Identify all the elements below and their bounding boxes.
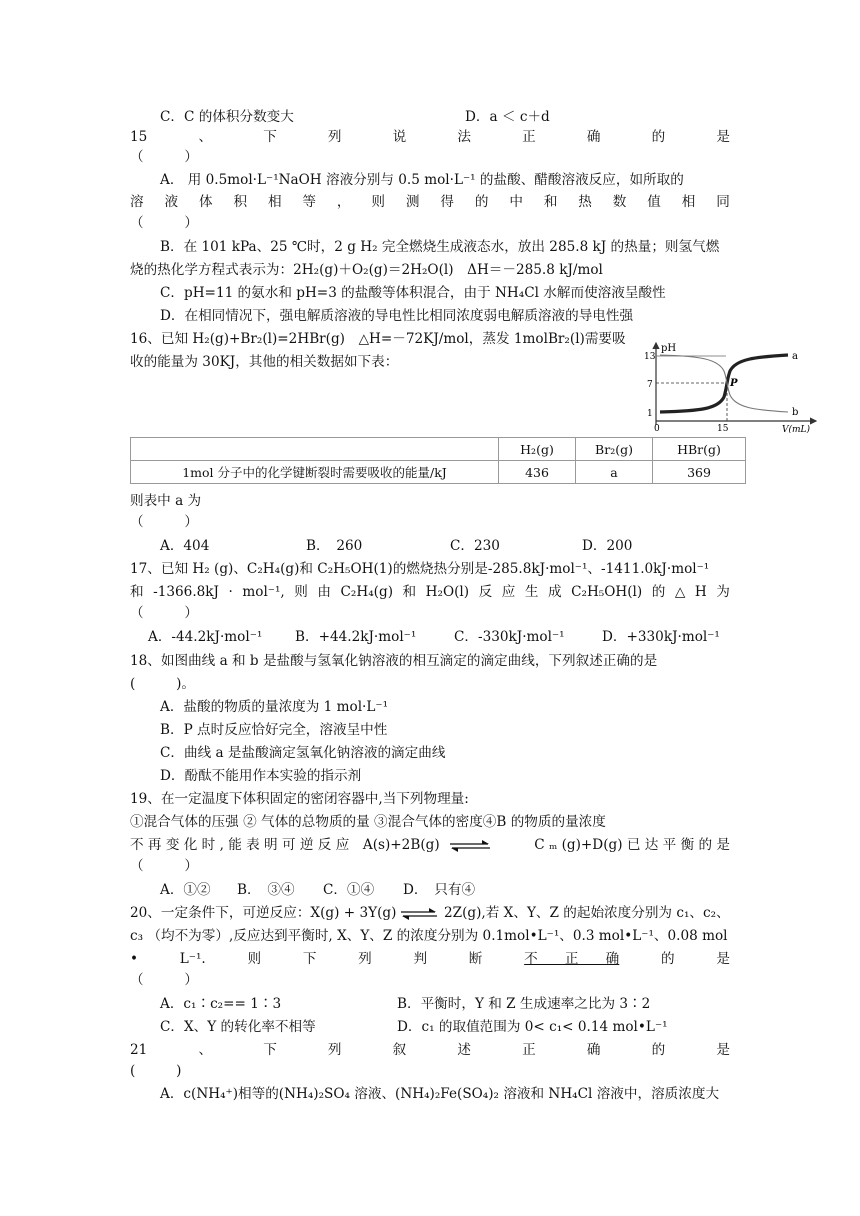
option-c: C．C 的体积分数变大	[160, 109, 294, 125]
word: 测	[405, 194, 420, 210]
q19-paren: （ ）	[130, 858, 198, 874]
word: 值	[647, 194, 661, 210]
q16-line1: 16、已知 H₂(g)+Br₂(l)=2HBr(g) △H=－72KJ/mol，蒸发 1molBr₂(l)需要吸	[130, 331, 626, 347]
q20-line3	[130, 949, 730, 969]
word: 由	[317, 584, 331, 600]
word: 正	[522, 129, 536, 145]
curve-b-label: b	[792, 407, 799, 418]
x-tick-15: 15	[717, 424, 729, 433]
q17-line1: 17、已知 H₂ (g)、C₂H₄(g)和 C₂H₅OH(1)的燃烧热分别是-285.8kJ·mol⁻¹、-1411.0kJ·mol⁻¹	[130, 561, 710, 577]
word: 下	[263, 1042, 277, 1058]
word: 液	[164, 194, 179, 210]
word: △	[674, 584, 686, 600]
x-tick-0: 0	[654, 424, 660, 433]
word: 断	[468, 951, 483, 967]
q19-option-b: B． ③④	[237, 882, 295, 898]
x-axis-label: V(mL)	[782, 425, 811, 433]
q16-options	[160, 536, 730, 556]
q19-line3-start: 不 再 变 化 时 , 能 表 明 可 逆 反 应 A(s)+2B(g)	[130, 837, 440, 853]
y-tick-1: 1	[647, 409, 653, 419]
word: 下	[302, 951, 317, 967]
q19-option-c: C．①④	[323, 882, 375, 898]
q21-option-a: A．c(NH₄⁺)相等的(NH₄)₂SO₄ 溶液、(NH₄)₂Fe(SO₄)₂ 溶液和 NH₄Cl 溶液中，溶质浓度大	[160, 1086, 720, 1102]
word: C₂H₅OH(l)	[571, 584, 643, 600]
table-row	[131, 461, 746, 484]
word: 叙	[392, 1042, 407, 1058]
table-cell: 1mol 分子中的化学键断裂时需要吸收的能量/kJ	[131, 461, 499, 484]
bond-energy-table	[130, 437, 746, 484]
word: C₂H₄(g)	[340, 584, 393, 600]
word: 列	[327, 1042, 342, 1058]
word: 生	[524, 584, 539, 600]
equilibrium-arrow-icon	[399, 908, 439, 920]
curve-a	[660, 355, 788, 412]
equilibrium-arrow-icon	[448, 840, 492, 852]
q21-paren: ( )	[130, 1063, 182, 1079]
word: 和	[543, 194, 558, 210]
q15-option-b-line2: 烧的热化学方程式表示为：2H₂(g)＋O₂(g)＝2H₂O(l) ΔH＝－285.8 kJ/mol	[130, 262, 603, 278]
q18-option-d: D．酚酞不能用作本实验的指示剂	[160, 768, 362, 784]
table-cell: a	[576, 461, 653, 484]
word: L⁻¹.	[179, 951, 206, 967]
q19-option-a: A．①②	[160, 882, 211, 898]
q15-option-a-line2	[130, 192, 730, 212]
q20-line2: c₃ （均不为零）,反应达到平衡时, X、Y、Z 的浓度分别为 0.1mol•L⁻¹、0.3 mol•L⁻¹、0.08 mol	[130, 928, 728, 944]
word: 确	[586, 129, 601, 145]
q16-option-d: D．200	[582, 538, 633, 554]
q15-option-c: C．pH=11 的氨水和 pH=3 的盐酸等体积混合，由于 NH₄Cl 水解而使溶液呈酸性	[160, 285, 666, 301]
q20-option-c: C．X、Y 的转化率不相等	[160, 1019, 316, 1035]
table-cell: 369	[653, 461, 746, 484]
word: H₂O(l)	[425, 584, 470, 600]
word: 15	[130, 129, 148, 145]
word: 述	[457, 1042, 471, 1058]
word: 确	[586, 1042, 601, 1058]
word: 判	[413, 951, 428, 967]
q17-line2	[130, 582, 730, 602]
q15-option-d: D．在相同情况下，强电解质溶液的导电性比相同浓度弱电解质溶液的导电性强	[160, 308, 634, 324]
word: 则	[247, 951, 262, 967]
table-header-row	[131, 438, 746, 461]
word: 反	[478, 584, 493, 600]
word: -1366.8kJ	[153, 584, 219, 600]
table-header-cell: H₂(g)	[499, 438, 576, 461]
q15-stem	[130, 127, 730, 147]
q20-line1-start: 20、一定条件下，可逆反应：X(g) + 3Y(g)	[130, 905, 397, 921]
word: 的	[651, 129, 666, 145]
q17-option-b: B．+44.2kJ·mol⁻¹	[295, 629, 417, 645]
word: 是	[716, 951, 730, 967]
curve-a-label: a	[792, 351, 798, 362]
y-axis-label: pH	[661, 343, 677, 354]
word: 数	[612, 194, 627, 210]
word: 下	[263, 129, 277, 145]
q16-line2: 收的能量为 30KJ，其他的相关数据如下表：	[130, 354, 399, 370]
word: 、	[198, 129, 213, 145]
word: 和	[402, 584, 417, 600]
q16-after: 则表中 a 为	[130, 493, 202, 509]
curve-b	[660, 355, 788, 412]
word: 、	[198, 1042, 213, 1058]
q16-paren: （ ）	[130, 514, 198, 530]
prev-question-options	[160, 107, 730, 127]
word: 是	[716, 1042, 730, 1058]
word: 的	[651, 584, 666, 600]
q17-options	[148, 627, 748, 647]
word: 相	[681, 194, 696, 210]
word: ，	[336, 194, 351, 210]
q20-option-d: D．c₁ 的取值范围为 0< c₁< 0.14 mol•L⁻¹	[397, 1019, 668, 1035]
q20-option-a: A．c₁∶c₂== 1∶3	[160, 996, 282, 1012]
table-header-cell: Br₂(g)	[576, 438, 653, 461]
word: 是	[716, 129, 730, 145]
word: •	[130, 951, 139, 967]
table-cell: 436	[499, 461, 576, 484]
q18-option-c: C．曲线 a 是盐酸滴定氢氧化钠溶液的滴定曲线	[160, 745, 446, 761]
q21-stem	[130, 1040, 730, 1060]
word: 热	[578, 194, 592, 210]
y-tick-13: 13	[644, 352, 656, 362]
q20-options-cd	[160, 1017, 730, 1037]
word: 的	[474, 194, 489, 210]
q19-options	[160, 880, 730, 900]
q15-option-a-line1: A． 用 0.5mol·L⁻¹NaOH 溶液分别与 0.5 mol·L⁻¹ 的盐酸、醋酸溶液反应，如所取的	[160, 172, 684, 188]
word: mol⁻¹,	[242, 584, 285, 600]
q18-line2: ( )。	[130, 676, 195, 692]
option-d: D．a ＜ c＋d	[465, 109, 550, 125]
q20-line1	[130, 903, 730, 923]
q17-option-c: C．-330kJ·mol⁻¹	[454, 629, 565, 645]
point-p-label: P	[730, 378, 738, 389]
word: 21	[130, 1042, 148, 1058]
q16-option-a: A．404	[160, 538, 210, 554]
word: 和	[130, 584, 144, 600]
word: 同	[716, 194, 730, 210]
word: 为	[716, 584, 730, 600]
word: 法	[457, 129, 471, 145]
word: 相	[267, 194, 282, 210]
word: 的	[651, 1042, 666, 1058]
word: 积	[233, 194, 248, 210]
word: 得	[440, 194, 454, 210]
q19-line2: ①混合气体的压强 ② 气体的总物质的量 ③混合气体的密度④B 的物质的量浓度	[130, 814, 606, 830]
word: 不 正 确	[524, 951, 620, 967]
q20-line1-end: 2Z(g),若 X、Y、Z 的起始浓度分别为 c₁、c₂、	[444, 905, 730, 921]
word: 中	[509, 194, 523, 210]
q19-line1: 19、在一定温度下体积固定的密闭容器中,当下列物理量:	[130, 791, 469, 807]
word: 列	[358, 951, 372, 967]
word: 列	[327, 129, 342, 145]
q18-option-a: A．盐酸的物质的量浓度为 1 mol·L⁻¹	[160, 699, 389, 715]
word: H	[694, 584, 707, 600]
word: 体	[198, 194, 213, 210]
q19-line3	[130, 835, 730, 855]
word: 等	[302, 194, 317, 210]
word: ·	[228, 584, 233, 600]
titration-graph	[630, 335, 820, 433]
q20-option-b: B．平衡时，Y 和 Z 生成速率之比为 3∶2	[397, 996, 651, 1012]
q17-option-d: D．+330kJ·mol⁻¹	[602, 629, 720, 645]
q17-option-a: A．-44.2kJ·mol⁻¹	[148, 629, 263, 645]
word: 应	[501, 584, 516, 600]
word: 则	[371, 194, 385, 210]
y-tick-7: 7	[647, 380, 653, 390]
word: 溶	[130, 194, 144, 210]
q15-option-b-line1: B．在 101 kPa、25 ℃时，2 g H₂ 完全燃烧生成液态水，放出 285.8 kJ 的热量；则氢气燃	[160, 239, 720, 255]
q18-line1: 18、如图曲线 a 和 b 是盐酸与氢氧化钠溶液的相互滴定的滴定曲线，下列叙述正确的是	[130, 653, 658, 669]
table-header-cell: HBr(g)	[653, 438, 746, 461]
q15-paren-2: （ ）	[130, 215, 198, 231]
word: 则	[294, 584, 308, 600]
q19-option-d: D． 只有④	[403, 882, 476, 898]
table-header-cell	[131, 438, 499, 461]
word: 说	[392, 129, 407, 145]
word: 正	[522, 1042, 536, 1058]
q20-options-ab	[160, 994, 730, 1014]
q19-line3-end: C ₘ (g)+D(g) 已 达 平 衡 的 是	[534, 837, 730, 853]
q17-paren: （ ）	[130, 605, 198, 621]
q15-paren: （ ）	[130, 149, 198, 165]
word: 的	[661, 951, 675, 967]
q18-option-b: B．P 点时反应恰好完全，溶液呈中性	[160, 722, 388, 738]
q16-option-c: C．230	[450, 538, 500, 554]
q20-paren: （ ）	[130, 972, 198, 988]
word: 成	[547, 584, 562, 600]
q16-option-b: B． 260	[306, 538, 363, 554]
